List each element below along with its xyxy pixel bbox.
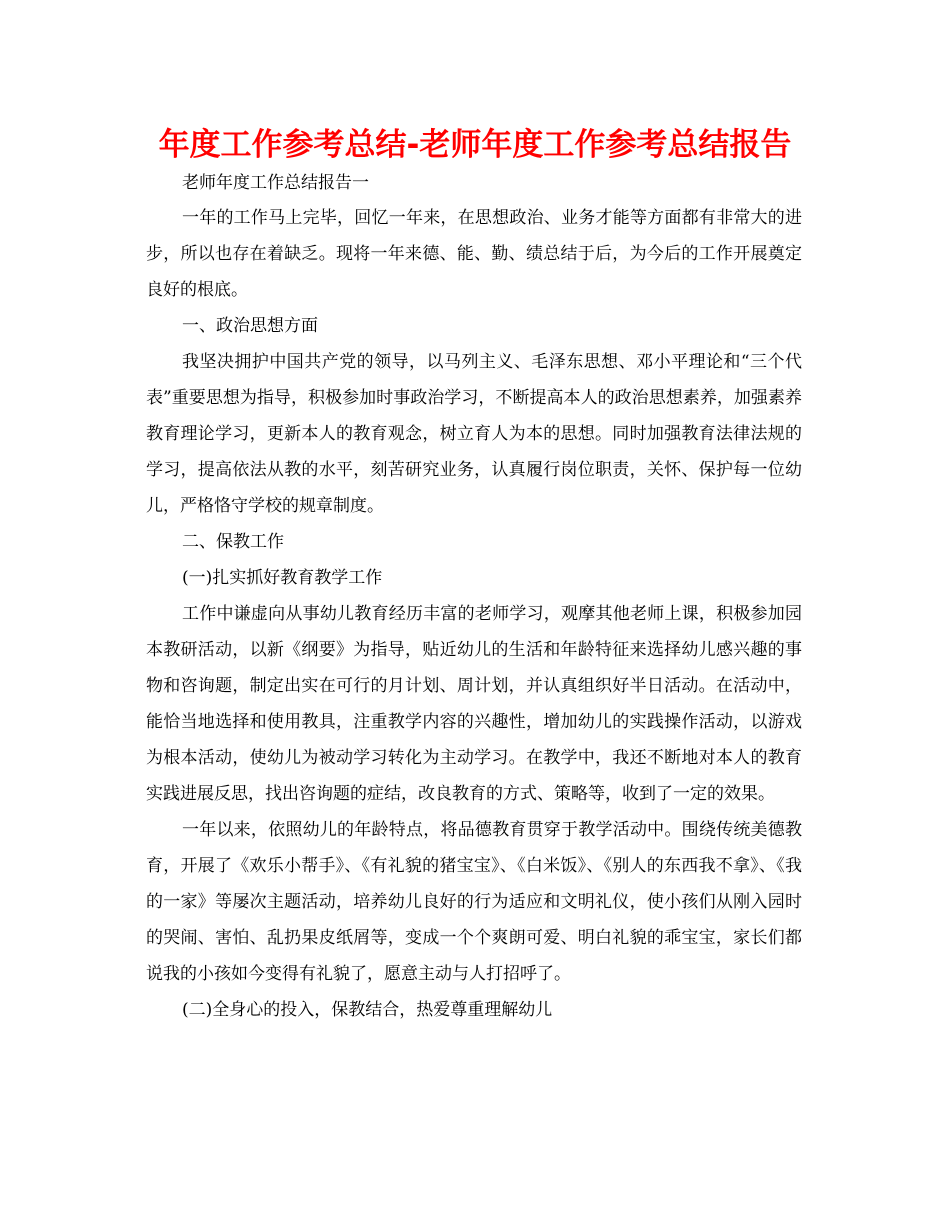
paragraph-moral-education: 一年以来，依照幼儿的年龄特点，将品德教育贯穿于教学活动中。围绕传统美德教育，开展了《欢乐小帮手》、《有礼貌的猪宝宝》、《白米饭》、《别人的东西我不拿》、《我的一家》等屡次主题活动，培养幼儿良好的行为适应和文明礼仪，使小孩们从刚入园时的哭闹、害怕、乱扔果皮纸屑等，变成一个个爽朗可爱、明白礼貌的乖宝宝，家长们都说我的小孩如今变得有礼貌了，愿意主动与人打招呼了。	[146, 820, 802, 984]
document-title: 年度工作参考总结-老师年度工作参考总结报告	[158, 127, 792, 163]
paragraph-education: 工作中谦虚向从事幼儿教育经历丰富的老师学习，观摩其他老师上课，积极参加园本教研活动，以新《纲要》为指导，贴近幼儿的生活和年龄特征来选择幼儿感兴趣的事物和咨询题，制定出实在可行的月计划、周计划，并认真组织好半日活动。在活动中，能恰当地选择和使用教具，注重教学内容的兴趣性，增加幼儿的实践操作活动，以游戏为根本活动，使幼儿为被动学习转化为主动学习。在教学中，我还不断地对本人的教育实践进展反思，找出咨询题的症结，改良教育的方式、策略等，收到了一定的效果。	[146, 604, 802, 804]
paragraph-politics: 我坚决拥护中国共产党的领导，以马列主义、毛泽东思想、邓小平理论和“三个代表”重要思想为指导，积极参加时事政治学习，不断提高本人的政治思想素养，加强素养教育理论学习，更新本人的教育观念，树立育人为本的思想。同时加强教育法律法规的学习，提高依法从教的水平，刻苦研究业务，认真履行岗位职责，关怀、保护每一位幼儿，严格恪守学校的规章制度。	[146, 352, 802, 516]
subsection-heading-care: (二)全身心的投入，保教结合，热爱尊重理解幼儿	[182, 1000, 553, 1020]
report-subtitle: 老师年度工作总结报告一	[182, 173, 369, 193]
paragraph-intro: 一年的工作马上完毕，回忆一年来，在思想政治、业务才能等方面都有非常大的进步，所以也存在着缺乏。现将一年来德、能、勤、绩总结于后，为今后的工作开展奠定良好的根底。	[146, 208, 802, 300]
section-heading-politics: 一、政治思想方面	[182, 316, 318, 336]
document-body	[146, 166, 802, 1028]
subsection-heading-education: (一)扎实抓好教育教学工作	[182, 568, 383, 588]
section-heading-teaching: 二、保教工作	[182, 532, 284, 552]
